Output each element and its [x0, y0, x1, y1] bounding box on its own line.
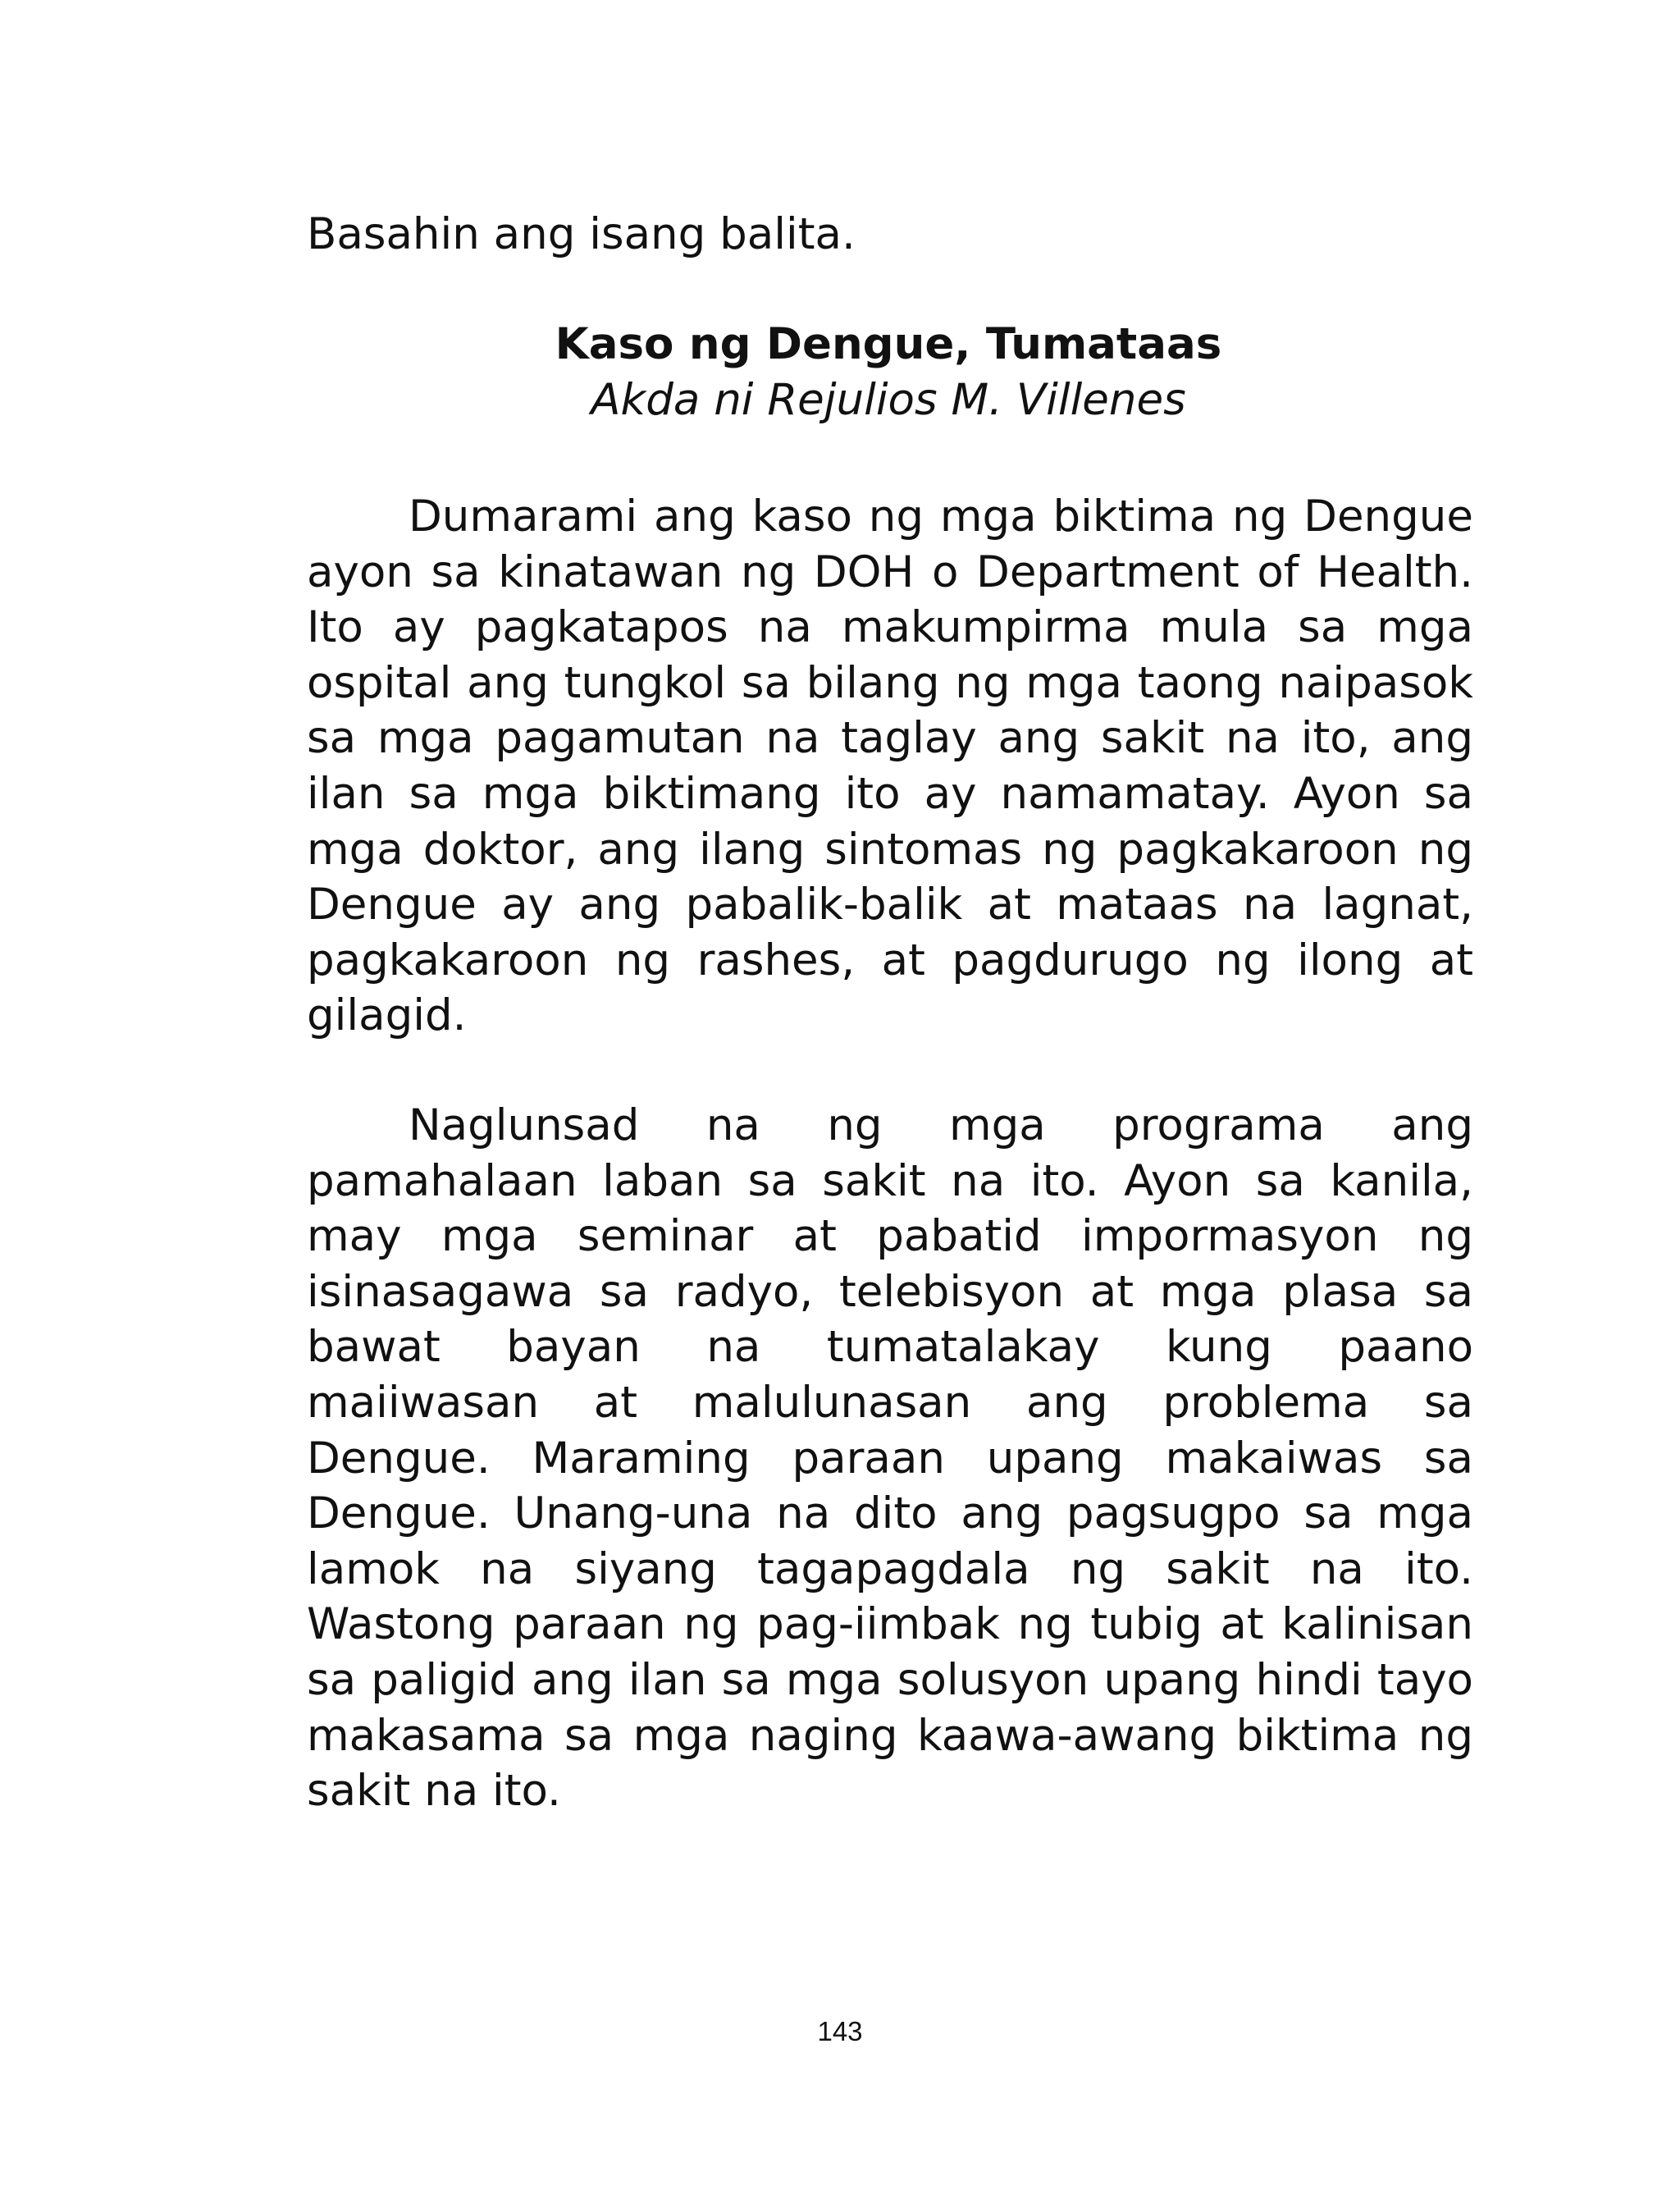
- paragraph-line: isinasagawa sa radyo, telebisyon at mga plasa sa: [307, 1266, 1473, 1317]
- intro-instruction: Basahin ang isang balita.: [307, 209, 856, 259]
- paragraph-line: sa paligid ang ilan sa mga solusyon upang hindi tayo: [307, 1654, 1473, 1705]
- paragraph-line: ospital ang tungkol sa bilang ng mga taong naipasok: [307, 657, 1473, 708]
- paragraph-line: Naglunsad na ng mga programa ang: [409, 1100, 1473, 1150]
- article-heading: [307, 317, 1470, 428]
- paragraph-line: ayon sa kinatawan ng DOH o Department of Health.: [307, 546, 1473, 597]
- paragraph-line: makasama sa mga naging kaawa-awang biktima ng: [307, 1710, 1473, 1761]
- paragraph-line: Dumarami ang kaso ng mga biktima ng Dengue: [409, 491, 1473, 542]
- article-author: Akda ni Rejulios M. Villenes: [591, 375, 1186, 425]
- paragraph-line: pagkakaroon ng rashes, at pagdurugo ng ilong at: [307, 935, 1473, 985]
- paragraph-line: ilan sa mga biktimang ito ay namamatay. Ayon sa: [307, 768, 1473, 819]
- article-title: Kaso ng Dengue, Tumataas: [555, 319, 1222, 369]
- paragraph-line: bawat bayan na tumatalakay kung paano: [307, 1322, 1473, 1373]
- paragraph-line: mga doktor, ang ilang sintomas ng pagkakaroon ng: [307, 824, 1473, 875]
- paragraph-line: Wastong paraan ng pag-iimbak ng tubig at kalinisan: [307, 1599, 1473, 1650]
- paragraph-line: Dengue. Maraming paraan upang makaiwas sa: [307, 1433, 1473, 1484]
- paragraph-line: lamok na siyang tagapagdala ng sakit na ito.: [307, 1543, 1473, 1594]
- paragraph-line: Dengue. Unang-una na dito ang pagsugpo sa mga: [307, 1488, 1473, 1539]
- paragraph-line: sa mga pagamutan na taglay ang sakit na ito, ang: [307, 713, 1473, 764]
- paragraph-line: maiiwasan at malulunasan ang problema sa: [307, 1377, 1473, 1428]
- article-paragraph-1: [307, 489, 1473, 1044]
- page-number: 143: [817, 2016, 863, 2046]
- paragraph-line: gilagid.: [307, 990, 467, 1041]
- paragraph-line: sakit na ito.: [307, 1766, 561, 1817]
- paragraph-line: Dengue ay ang pabalik-balik at mataas na lagnat,: [307, 880, 1473, 930]
- article-paragraph-2: [307, 1098, 1473, 1819]
- paragraph-line: may mga seminar at pabatid impormasyon ng: [307, 1211, 1473, 1262]
- paragraph-line: Ito ay pagkatapos na makumpirma mula sa mga: [307, 602, 1473, 653]
- paragraph-line: pamahalaan laban sa sakit na ito. Ayon sa kanila,: [307, 1155, 1473, 1206]
